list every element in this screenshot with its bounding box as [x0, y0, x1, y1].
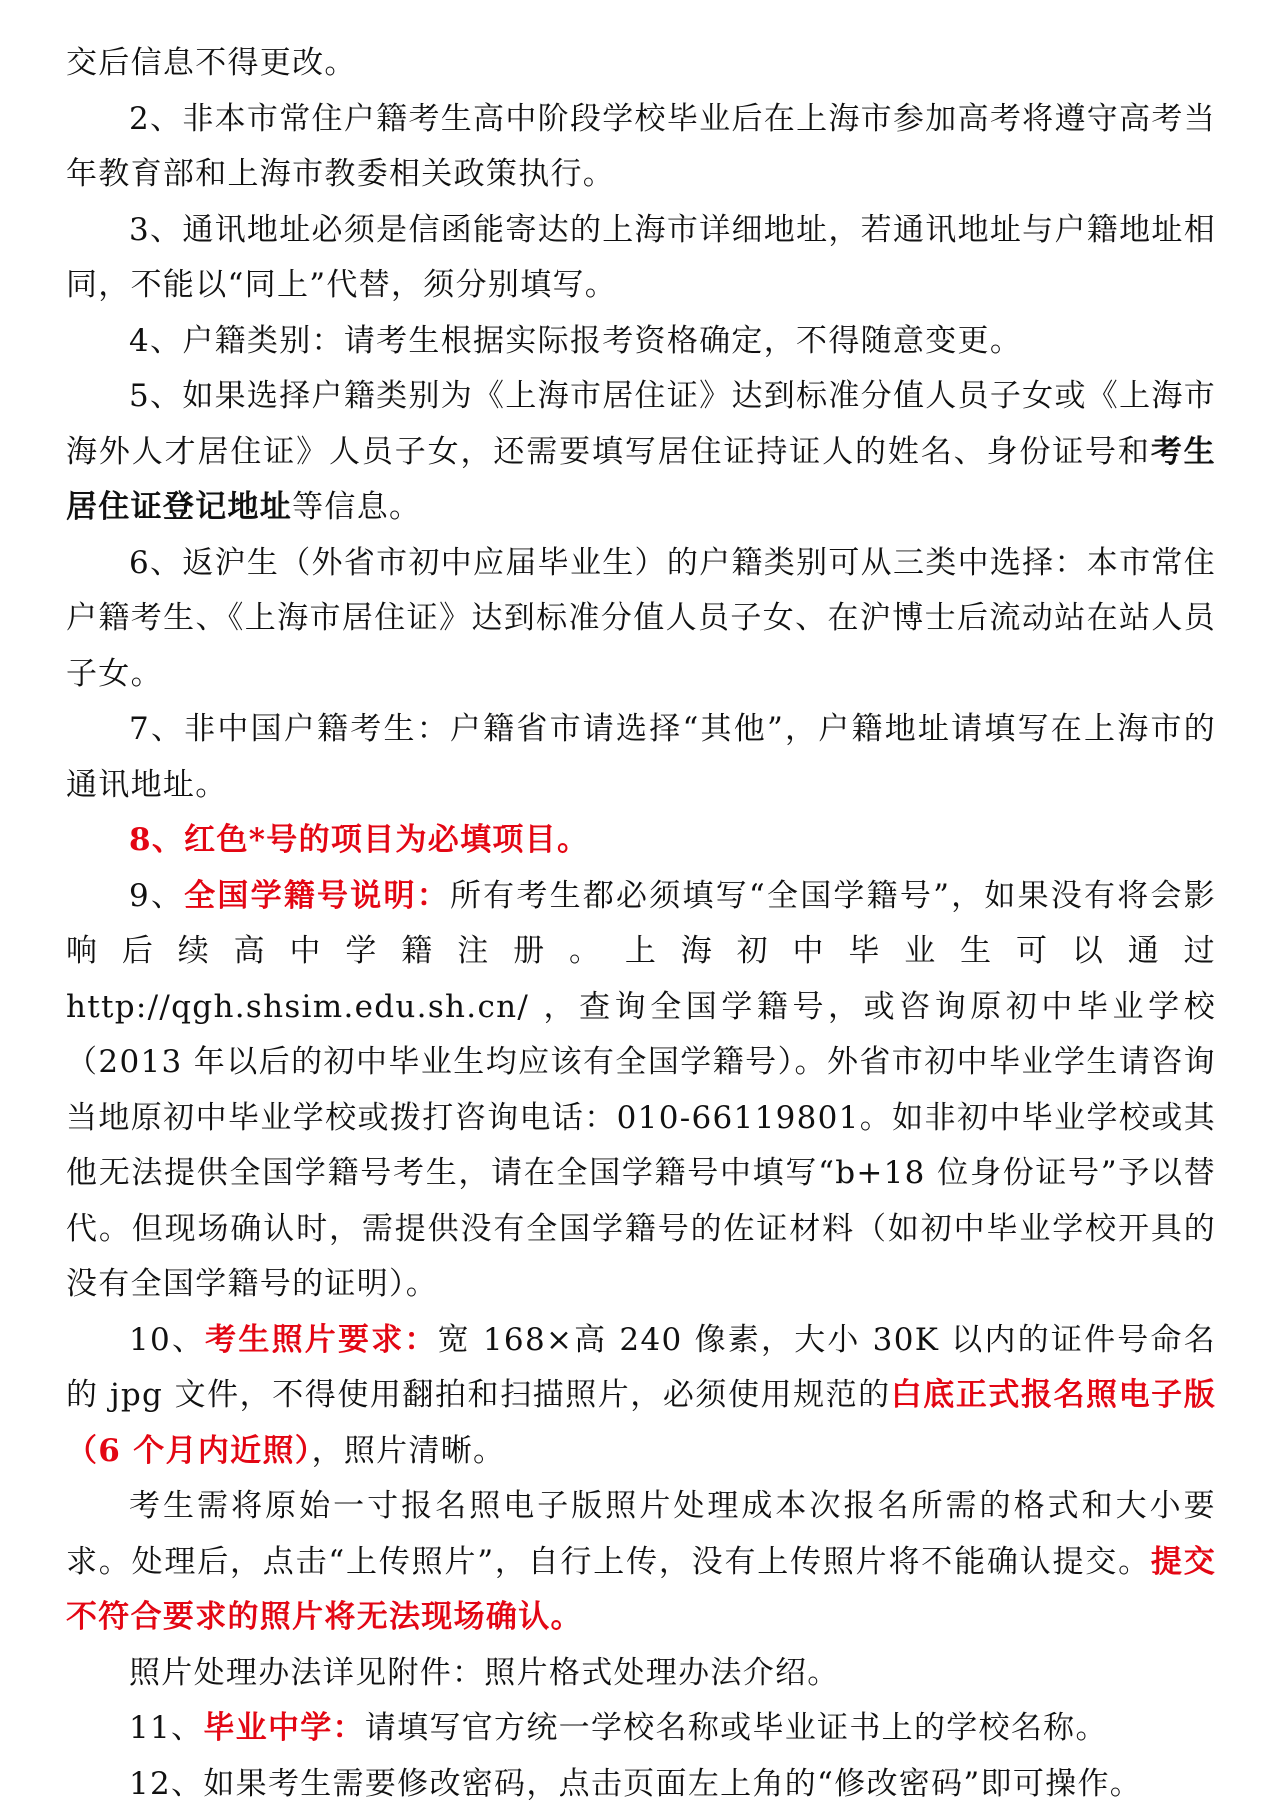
paragraph-item-9: [66, 869, 1216, 1313]
paragraph-text: 宽 168×高 240 像素，大小 30K 以内的证件号命名的 jpg 文件，不得使用翻拍和扫描照片，必须使用规范的: [66, 1321, 1216, 1413]
required-note: 8、红色*号的项目为必填项目。: [129, 822, 590, 858]
paragraph-text: 12、如果考生需要修改密码，点击页面左上角的“修改密码”即可操作。: [129, 1765, 1143, 1802]
highlight-phrase: 白底正式报名照电子版（6 个月内近照）: [66, 1377, 1217, 1469]
paragraph-item-2: [66, 92, 1216, 203]
paragraph-text: 2、非本市常住户籍考生高中阶段学校毕业后在上海市参加高考将遵守高考当年教育部和上海市教委相关政策执行。: [66, 100, 1216, 192]
paragraph-text: 等信息。: [292, 489, 422, 525]
paragraph-text: 4、户籍类别：请考生根据实际报考资格确定，不得随意变更。: [129, 322, 1023, 359]
highlight-label: 毕业中学：: [203, 1710, 365, 1746]
paragraph-item-7: [66, 702, 1216, 813]
highlight-label: 考生照片要求：: [205, 1321, 438, 1358]
paragraph-text: 请填写官方统一学校名称或毕业证书上的学校名称。: [364, 1710, 1108, 1746]
paragraph-text: 所有考生都必须填写“全国学籍号”，如果没有将会影响后续高中学籍注册。上海初中毕业生可以通过 http://qgh.shsim.edu.sh.cn/ ，查询全国学籍号，或咨询原初中毕业学校（2013 年以后的初中毕业生均应该有全国学籍号）。外省市初中毕业学生请咨询当地原初中毕业学校或拨打咨询电话：010-66119801。如非初中毕业学校或其他无法提供全国学籍号考生，请在全国学籍号中填写“b+18 位身份证号”予以替代。但现场确认时，需提供没有全国学籍号的佐证材料（如初中毕业学校开具的没有全国学籍号的证明）。: [66, 877, 1216, 1302]
paragraph-text: 交后信息不得更改。: [66, 45, 357, 81]
item-number: 10、: [129, 1321, 206, 1358]
paragraph-item-6: [66, 536, 1216, 703]
paragraph-text: 3、通讯地址必须是信函能寄达的上海市详细地址，若通讯地址与户籍地址相同，不能以“同上”代替，须分别填写。: [66, 211, 1216, 303]
paragraph-text: 考生需将原始一寸报名照电子版照片处理成本次报名所需的格式和大小要求。处理后，点击“上传照片”，自行上传，没有上传照片将不能确认提交。: [66, 1488, 1216, 1580]
paragraph-item-12: [66, 1757, 1216, 1813]
paragraph-text: 照片处理办法详见附件：照片格式处理办法介绍。: [129, 1654, 840, 1691]
paragraph-photo-attachment: [66, 1646, 1216, 1702]
highlight-warning: 提交不符合要求的照片将无法现场确认。: [66, 1543, 1216, 1635]
item-number: 11、: [129, 1710, 204, 1746]
paragraph-text: ，照片清晰。: [311, 1432, 506, 1469]
bold-phrase: 考生居住证登记地址: [66, 433, 1216, 525]
paragraph-item-11: [66, 1701, 1216, 1757]
paragraph-item-5: [66, 369, 1216, 536]
paragraph-item-8: [66, 813, 1216, 869]
paragraph-text: 6、返沪生（外省市初中应届毕业生）的户籍类别可从三类中选择：本市常住户籍考生、《上海市居住证》达到标准分值人员子女、在沪博士后流动站在站人员子女。: [66, 544, 1216, 692]
paragraph-item-10: [66, 1313, 1216, 1480]
paragraph-item-3: [66, 203, 1216, 314]
paragraph-item-4: [66, 314, 1216, 370]
paragraph-photo-processing: [66, 1479, 1216, 1646]
paragraph-continuation: [66, 36, 1216, 92]
highlight-label: 全国学籍号说明：: [184, 877, 450, 914]
paragraph-text: 7、非中国户籍考生：户籍省市请选择“其他”，户籍地址请填写在上海市的通讯地址。: [66, 711, 1216, 803]
item-number: 9、: [129, 877, 185, 914]
paragraph-text: 5、如果选择户籍类别为《上海市居住证》达到标准分值人员子女或《上海市海外人才居住证》人员子女，还需要填写居住证持证人的姓名、身份证号和: [66, 378, 1216, 470]
